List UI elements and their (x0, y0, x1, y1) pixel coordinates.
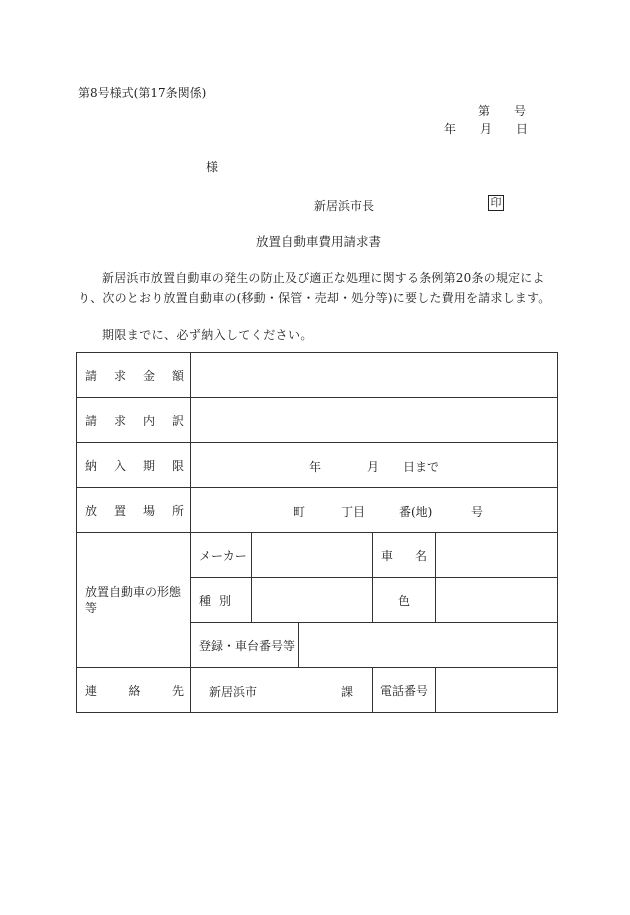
type-label: 種 別 (199, 593, 231, 608)
deadline-label: 納 入 期 限 (85, 458, 184, 473)
location-address (191, 503, 557, 517)
table-row (77, 668, 558, 713)
location-go: 号 (471, 505, 484, 519)
contact-city: 新居浜市 (209, 685, 258, 699)
phone-label-cell (373, 668, 436, 713)
registration-label: 登録・車台番号等 (199, 638, 296, 653)
table-row (77, 533, 558, 578)
issue-date-line (444, 122, 528, 136)
number-prefix: 第 (478, 104, 491, 118)
maker-value-cell[interactable] (252, 533, 373, 578)
vehicle-label-cell (77, 533, 191, 668)
location-chome: 丁目 (341, 505, 366, 519)
amount-value-cell[interactable] (191, 353, 558, 398)
body-paragraph: 新居浜市放置自動車の発生の防止及び適正な処理に関する条例第20条の規定により、次のとおり放置自動車の(移動・保管・売却・処分等)に要した費用を請求します。 (78, 271, 551, 305)
table-row (77, 398, 558, 443)
registration-label-cell (191, 623, 299, 668)
contact-label: 連 絡 先 (85, 683, 184, 698)
document-title: 放置自動車費用請求書 (256, 234, 382, 249)
deadline-month: 月 (367, 460, 380, 474)
detail-label: 請 求 内 訳 (85, 413, 184, 428)
date-month: 月 (480, 122, 493, 136)
table-row (77, 353, 558, 398)
addressee-suffix: 様 (206, 160, 219, 174)
detail-value-cell[interactable] (191, 398, 558, 443)
number-suffix: 号 (514, 104, 527, 118)
issuer-name: 新居浜市長 (314, 199, 375, 213)
color-label-cell (373, 578, 436, 623)
detail-label-cell (77, 398, 191, 443)
registration-value-cell[interactable] (299, 623, 558, 668)
car-name-value-cell[interactable] (436, 533, 558, 578)
location-label-cell (77, 488, 191, 533)
table-row (77, 488, 558, 533)
contact-value-cell[interactable] (191, 668, 373, 713)
date-day: 日 (516, 122, 529, 136)
location-town: 町 (293, 505, 306, 519)
color-value-cell[interactable] (436, 578, 558, 623)
vehicle-label: 放置自動車の形態等 (85, 585, 182, 615)
form-number-label: 第8号様式(第17条関係) (78, 86, 207, 100)
type-value-cell[interactable] (252, 578, 373, 623)
table-row (77, 443, 558, 488)
deadline-date (191, 458, 557, 472)
type-label-cell (191, 578, 252, 623)
location-banchi: 番(地) (399, 505, 433, 519)
date-year: 年 (444, 122, 457, 136)
contact-label-cell (77, 668, 191, 713)
contact-section: 課 (341, 685, 354, 699)
phone-value-cell[interactable] (436, 668, 558, 713)
deadline-day: 日まで (403, 460, 440, 474)
color-label: 色 (397, 593, 410, 608)
amount-label-cell (77, 353, 191, 398)
document-number-line (478, 104, 526, 118)
deadline-label-cell (77, 443, 191, 488)
deadline-value-cell[interactable] (191, 443, 558, 488)
location-value-cell[interactable] (191, 488, 558, 533)
contact-department (191, 683, 372, 697)
phone-label: 電話番号 (379, 683, 428, 698)
car-name-label: 車 名 (381, 548, 427, 563)
seal-stamp: 印 (488, 195, 504, 211)
location-label: 放 置 場 所 (85, 503, 184, 518)
payment-notice: 期限までに、必ず納入してください。 (102, 328, 313, 342)
billing-table (76, 352, 558, 713)
amount-label: 請 求 金 額 (85, 368, 184, 383)
maker-label-cell (191, 533, 252, 578)
deadline-year: 年 (309, 460, 322, 474)
car-name-label-cell (373, 533, 436, 578)
maker-label: メーカー (199, 548, 247, 563)
